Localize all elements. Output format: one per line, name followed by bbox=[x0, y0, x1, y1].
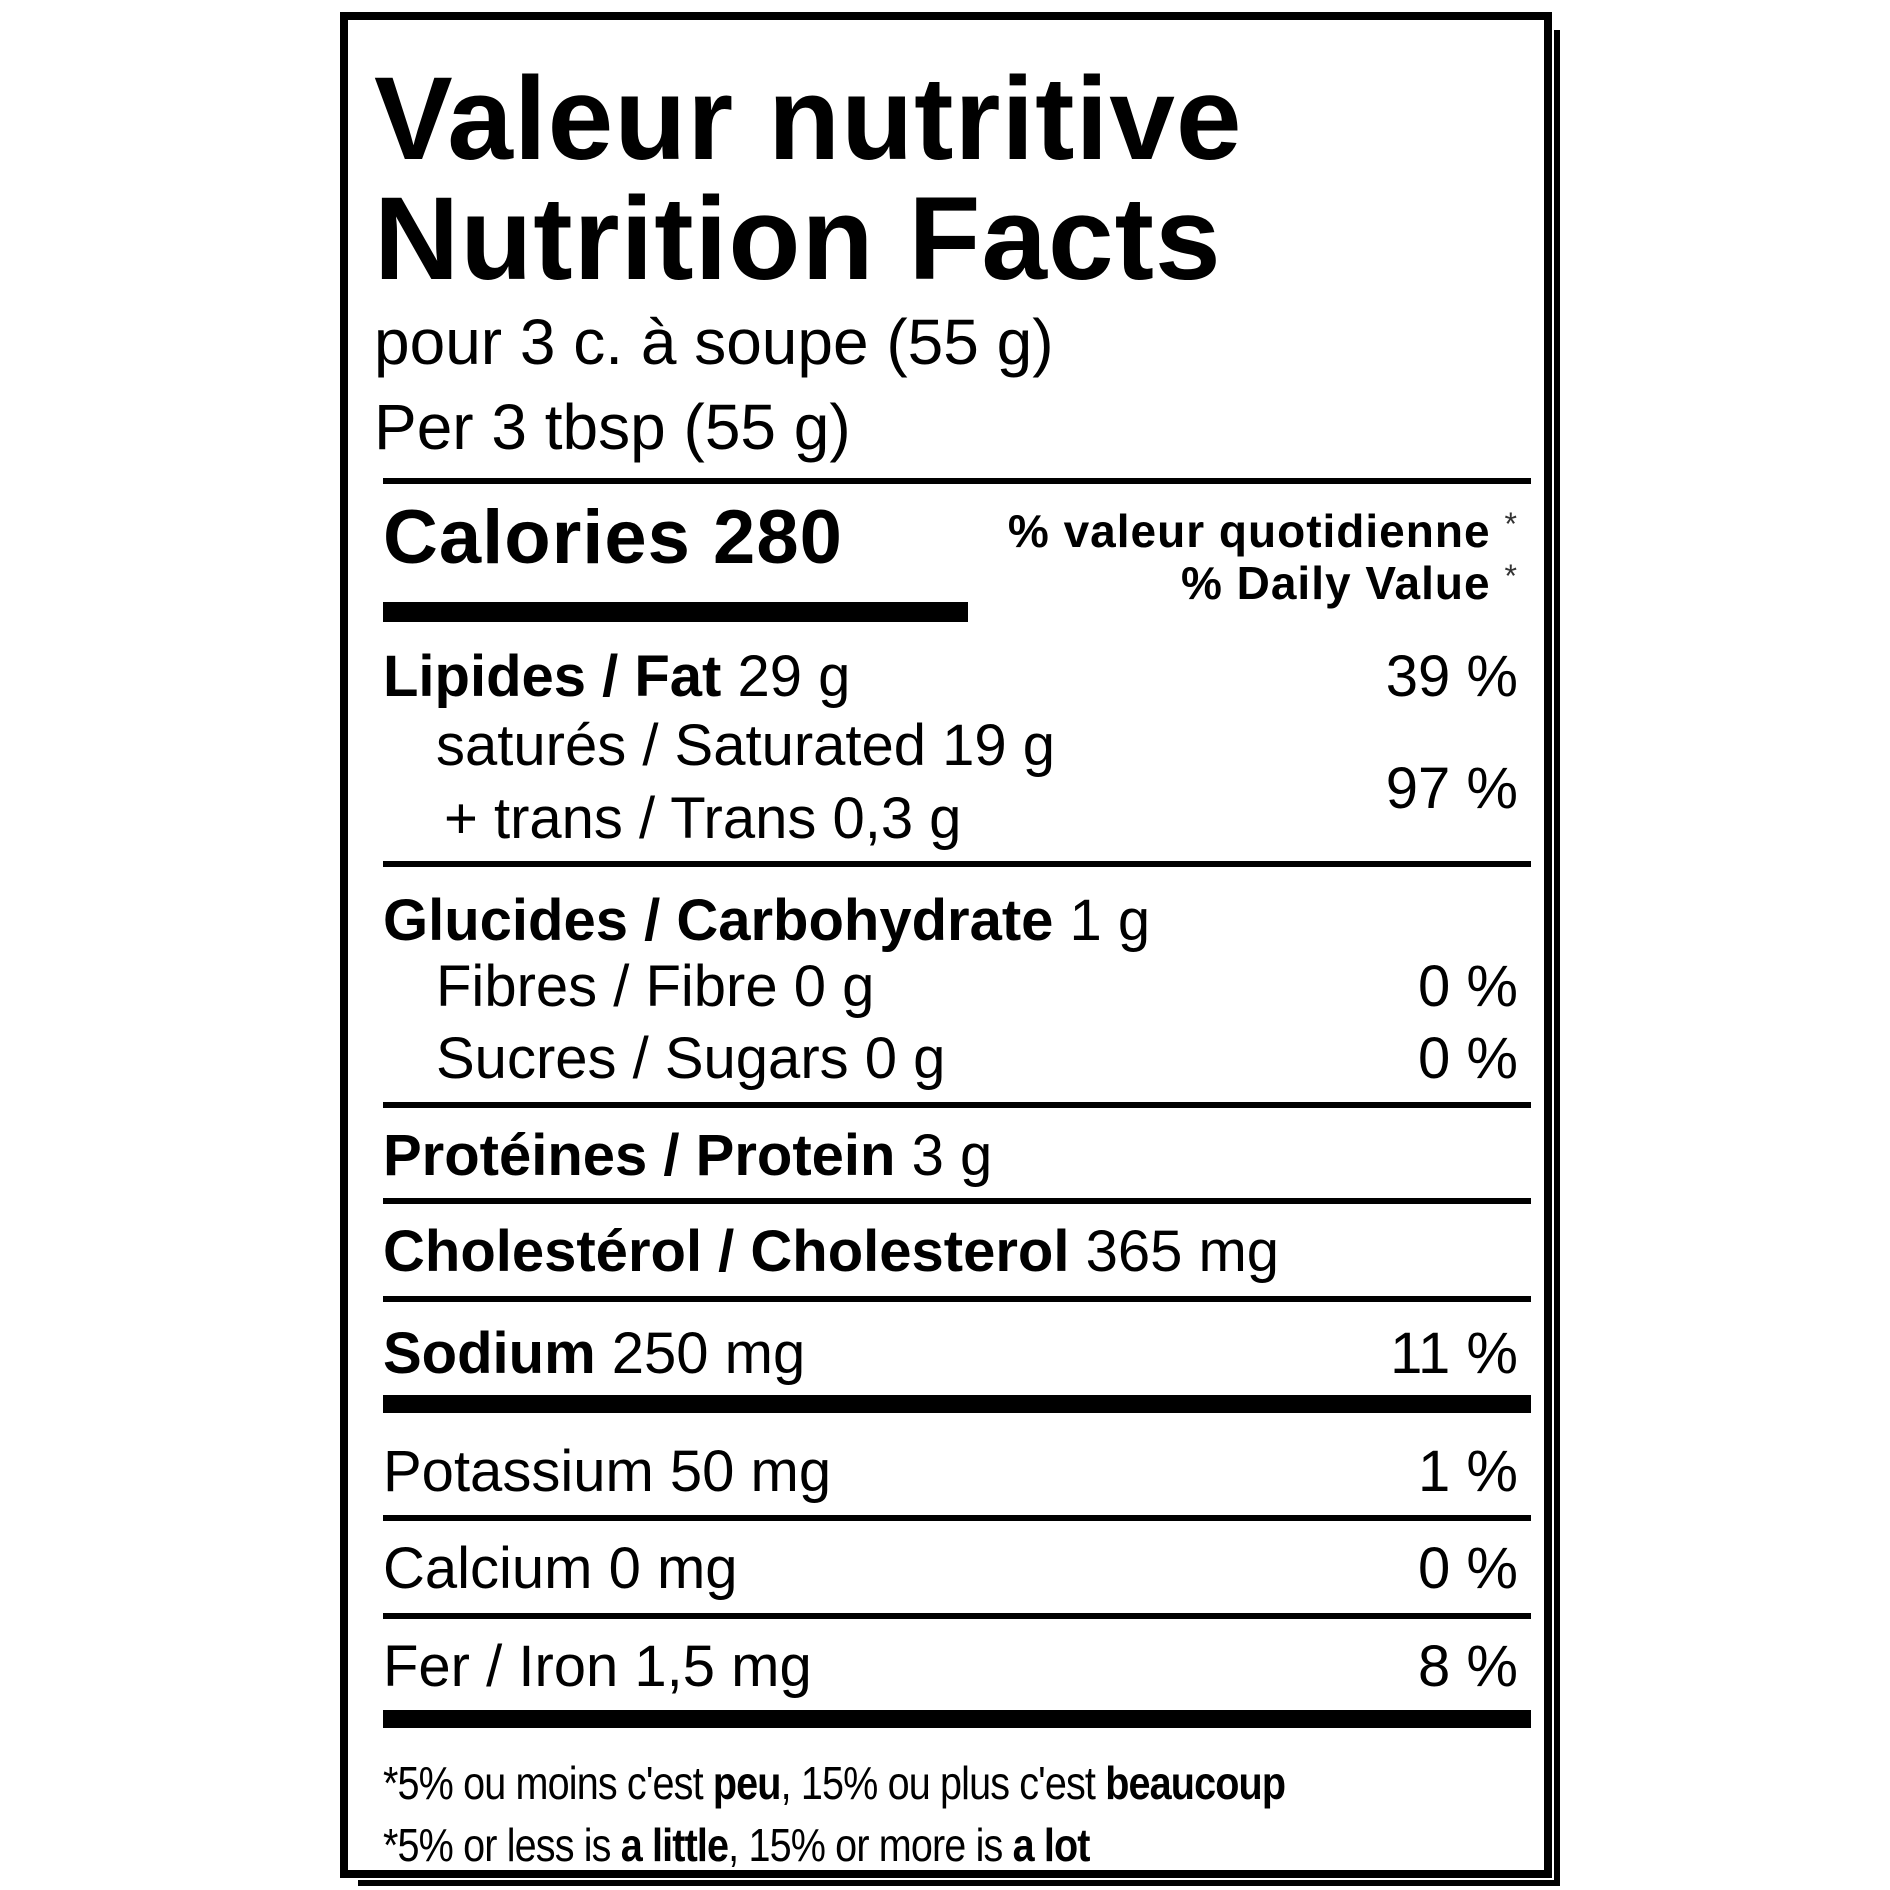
cholesterol-label: Cholestérol / Cholesterol bbox=[383, 1219, 1070, 1284]
protein-amount: 3 g bbox=[911, 1123, 993, 1188]
sugars-percent: 0 % bbox=[1418, 1026, 1518, 1091]
fat-row bbox=[383, 644, 851, 709]
saturated-trans-percent: 97 % bbox=[1385, 756, 1518, 821]
iron-row: Fer / Iron 1,5 mg bbox=[383, 1634, 812, 1699]
trans-row: + trans / Trans 0,3 g bbox=[444, 786, 962, 851]
sodium-amount: 250 mg bbox=[611, 1321, 806, 1386]
daily-value-en-text: % Daily Value bbox=[1180, 557, 1491, 609]
divider bbox=[383, 1102, 1531, 1108]
potassium-percent: 1 % bbox=[1418, 1439, 1518, 1504]
footnote-text: *5% ou moins c'est bbox=[383, 1757, 713, 1809]
carbohydrate-row bbox=[383, 888, 1151, 953]
fat-percent: 39 % bbox=[1385, 644, 1518, 709]
footnote-english bbox=[383, 1819, 1090, 1871]
calories-line bbox=[383, 495, 843, 580]
serving-size-french: pour 3 c. à soupe (55 g) bbox=[374, 306, 1054, 378]
protein-row bbox=[383, 1123, 993, 1188]
divider bbox=[383, 1296, 1531, 1302]
daily-value-header-french bbox=[1007, 505, 1518, 557]
divider bbox=[383, 1613, 1531, 1619]
saturated-row: saturés / Saturated 19 g bbox=[436, 713, 1056, 778]
serving-size-english: Per 3 tbsp (55 g) bbox=[374, 391, 851, 463]
fibre-percent: 0 % bbox=[1418, 954, 1518, 1019]
nutrition-facts-label bbox=[340, 12, 1552, 1878]
daily-value-header-english bbox=[1180, 557, 1518, 609]
footnote-french bbox=[383, 1757, 1286, 1809]
sugars-row: Sucres / Sugars 0 g bbox=[436, 1026, 946, 1091]
footnote-text: *5% or less is bbox=[383, 1819, 621, 1871]
calories-value: 280 bbox=[713, 495, 843, 580]
thick-divider bbox=[383, 1710, 1531, 1728]
thick-divider bbox=[383, 1395, 1531, 1413]
protein-label: Protéines / Protein bbox=[383, 1123, 896, 1188]
fat-amount: 29 g bbox=[737, 644, 851, 709]
footnote-emphasis: a lot bbox=[1012, 1819, 1090, 1871]
divider bbox=[383, 1198, 1531, 1204]
footnote-emphasis: peu bbox=[712, 1757, 781, 1809]
daily-value-fr-text: % valeur quotidienne bbox=[1007, 505, 1491, 557]
title-french: Valeur nutritive bbox=[374, 53, 1243, 185]
divider bbox=[383, 478, 1531, 484]
divider bbox=[383, 861, 1531, 867]
calories-label: Calories bbox=[383, 495, 691, 580]
carbohydrate-amount: 1 g bbox=[1069, 888, 1151, 953]
cholesterol-amount: 365 mg bbox=[1085, 1219, 1280, 1284]
sodium-label: Sodium bbox=[383, 1321, 596, 1386]
carbohydrate-label: Glucides / Carbohydrate bbox=[383, 888, 1054, 953]
footnote-text: , 15% ou plus c'est bbox=[780, 1757, 1106, 1809]
footnote-emphasis: a little bbox=[620, 1819, 729, 1871]
calories-bar bbox=[383, 602, 968, 622]
sodium-row bbox=[383, 1321, 806, 1386]
divider bbox=[383, 1515, 1531, 1521]
sodium-percent: 11 % bbox=[1390, 1321, 1518, 1386]
asterisk: * bbox=[1504, 506, 1518, 542]
asterisk: * bbox=[1504, 558, 1518, 594]
cholesterol-row bbox=[383, 1219, 1280, 1284]
calcium-row: Calcium 0 mg bbox=[383, 1536, 738, 1601]
calcium-percent: 0 % bbox=[1418, 1536, 1518, 1601]
title-english: Nutrition Facts bbox=[374, 173, 1222, 305]
iron-percent: 8 % bbox=[1418, 1634, 1518, 1699]
footnote-emphasis: beaucoup bbox=[1105, 1757, 1286, 1809]
fat-label: Lipides / Fat bbox=[383, 644, 722, 709]
potassium-row: Potassium 50 mg bbox=[383, 1439, 832, 1504]
fibre-row: Fibres / Fibre 0 g bbox=[436, 954, 875, 1019]
footnote-text: , 15% or more is bbox=[728, 1819, 1013, 1871]
